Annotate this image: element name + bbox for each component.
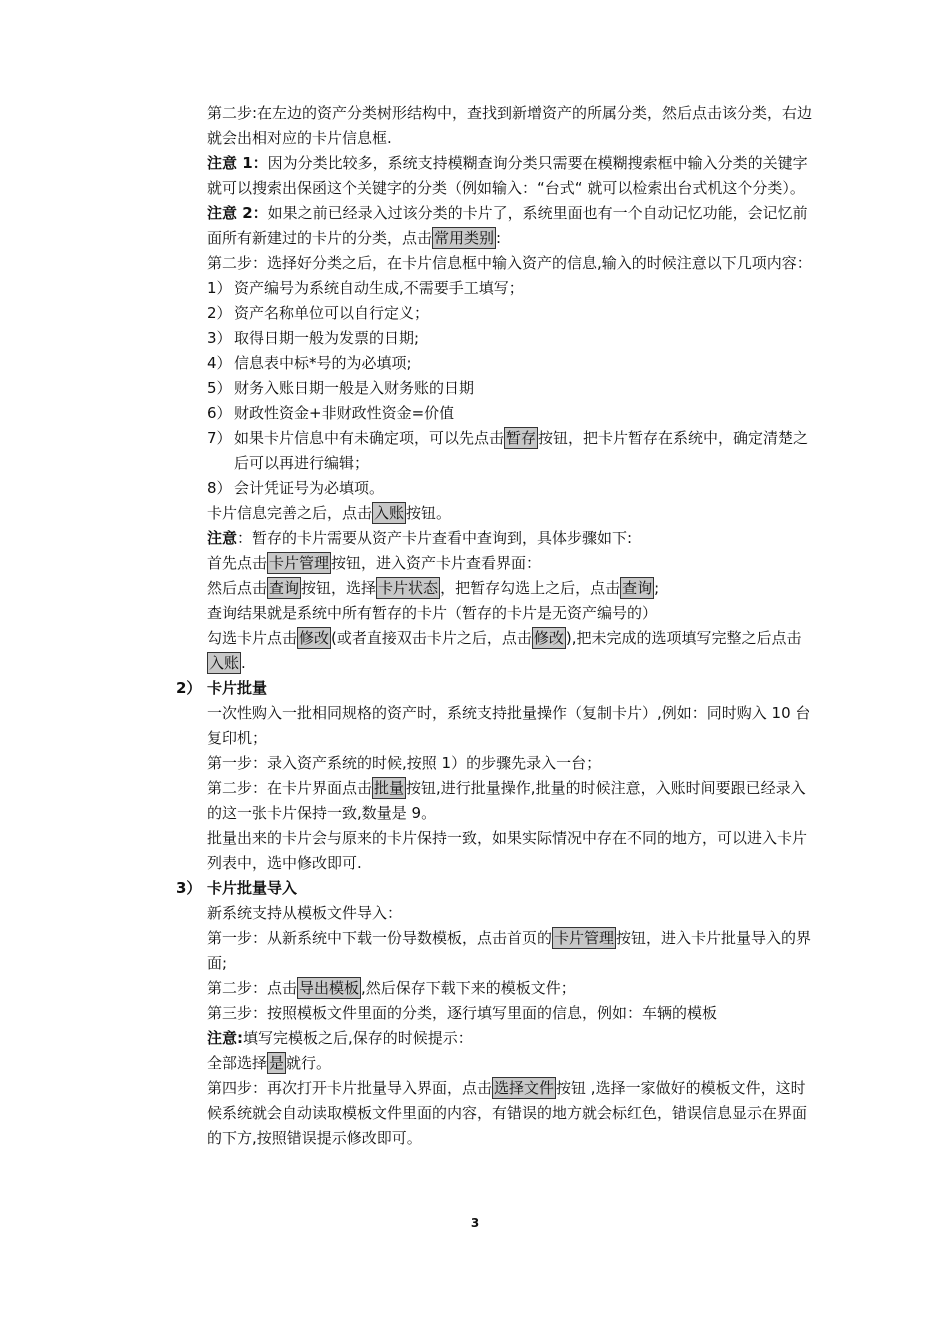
- import-step2-paragraph: [207, 976, 817, 1001]
- text: ，把暂存勾选上之后，点击: [440, 579, 621, 597]
- list-item: [207, 376, 817, 401]
- text: 第二步：在卡片界面点击: [207, 779, 373, 797]
- list-item-text: 财务入账日期一般是入财务账的日期: [234, 379, 475, 397]
- note3-text: ：暂存的卡片需要从资产卡片查看中查询到，具体步骤如下:: [237, 529, 633, 547]
- note1-paragraph: [207, 151, 817, 201]
- step2-paragraph: 第二步：选择好分类之后，在卡片信息框中输入资产的信息,输入的时候注意以下几项内容：: [207, 254, 812, 272]
- modify-paragraph: [207, 626, 817, 676]
- list-item: [207, 401, 817, 426]
- list-item-number: 6）: [207, 404, 232, 422]
- list-item-text: 资产编号为系统自动生成,不需要手工填写；: [234, 279, 524, 297]
- section-title: 卡片批量: [207, 679, 268, 697]
- text: 卡片信息完善之后，点击: [207, 504, 373, 522]
- section-title: 卡片批量导入: [207, 879, 298, 897]
- post-entry-button[interactable]: 入账: [374, 504, 405, 522]
- note3-paragraph: [207, 526, 817, 551]
- document-body: [176, 101, 817, 1151]
- note-label: 注意:: [207, 1029, 243, 1047]
- modify-button[interactable]: 修改: [299, 629, 330, 647]
- import-step1-paragraph: [207, 926, 817, 976]
- section-number: 2）: [176, 679, 202, 697]
- list-item-number: 1）: [207, 279, 232, 297]
- colon: :: [496, 229, 502, 247]
- section-heading-batch-import: [176, 876, 817, 901]
- text: 第二步：点击: [207, 979, 298, 997]
- list-item: [207, 476, 817, 501]
- list-item-text: 取得日期一般为发票的日期;: [234, 329, 420, 347]
- note1-text: 因为分类比较多，系统支持模糊查询分类只需要在模糊搜索框中输入分类的关键字就可以搜索出保函这个关键字的分类（例如输入：“台式“ 就可以检索出台式机这个分类）。: [207, 154, 808, 197]
- text: ,然后保存下载下来的模板文件；: [361, 979, 576, 997]
- list-item: [207, 301, 817, 326]
- note-text: 填写完模板之后,保存的时候提示：: [243, 1029, 473, 1047]
- import-step4-paragraph: [207, 1076, 817, 1151]
- list-item-text: 信息表中标*号的为必填项;: [234, 354, 412, 372]
- text: 全部选择: [207, 1054, 268, 1072]
- complete-paragraph: [207, 501, 817, 526]
- text: 第一步：从新系统中下载一份导数模板，点击首页的: [207, 929, 553, 947]
- text: 按钮。: [406, 504, 452, 522]
- note1-label: 注意 1：: [207, 154, 268, 172]
- text: 第四步：再次打开卡片批量导入界面，点击: [207, 1079, 493, 1097]
- note3-label: 注意: [207, 529, 238, 547]
- list-item-number: 3）: [207, 329, 232, 347]
- text: 按钮，选择: [301, 579, 377, 597]
- list-item-text: 按钮，把卡片暂存在系统中，确定清楚之后可以再进行编辑；: [234, 429, 809, 472]
- list-item-number: 7）: [207, 429, 232, 447]
- yes-button[interactable]: 是: [269, 1054, 285, 1072]
- text: .: [241, 654, 246, 672]
- card-management-button[interactable]: 卡片管理: [269, 554, 330, 572]
- text: 就行。: [286, 1054, 332, 1072]
- first-click-paragraph: [207, 551, 817, 576]
- card-status-button[interactable]: 卡片状态: [378, 579, 439, 597]
- save-draft-button[interactable]: 暂存: [506, 429, 537, 447]
- list-item: [207, 426, 817, 476]
- list-item: [207, 326, 817, 351]
- post-entry-button[interactable]: 入账: [209, 654, 240, 672]
- text: ;: [654, 579, 660, 597]
- list-item-number: 8）: [207, 479, 232, 497]
- list-item-text: 资产名称单位可以自行定义；: [234, 304, 430, 322]
- import-step3-paragraph: 第三步：按照模板文件里面的分类，逐行填写里面的信息，例如：车辆的模板: [207, 1004, 718, 1022]
- batch-step2-paragraph: [207, 776, 817, 826]
- import-intro-paragraph: 新系统支持从模板文件导入：: [207, 904, 403, 922]
- card-management-button[interactable]: 卡片管理: [554, 929, 615, 947]
- text: 按钮,进行批量操作,批量的时候注意，入账时间要跟已经录入的这一张卡片保持一致,数量是 9。: [207, 779, 806, 822]
- batch-intro-paragraph: 一次性购入一批相同规格的资产时，系统支持批量操作（复制卡片）,例如：同时购入 10 台复印机；: [207, 704, 811, 747]
- query-paragraph: [207, 576, 817, 601]
- result-paragraph: 查询结果就是系统中所有暂存的卡片（暂存的卡片是无资产编号的）: [207, 604, 658, 622]
- text: 首先点击: [207, 554, 268, 572]
- list-item-number: 4）: [207, 354, 232, 372]
- modify-button[interactable]: 修改: [533, 629, 564, 647]
- select-file-button[interactable]: 选择文件: [494, 1079, 555, 1097]
- text: (或者直接双击卡片之后，点击: [331, 629, 532, 647]
- export-template-button[interactable]: 导出模板: [299, 979, 360, 997]
- text: 按钮 ,选择一家做好的模板文件，这时候系统就会自动读取模板文件里面的内容，有错误的地方就会标红色，错误信息显示在界面的下方,按照错误提示修改即可。: [207, 1079, 808, 1147]
- section-heading-batch: [176, 676, 817, 701]
- text: 按钮，进入卡片批量导入的界面;: [207, 929, 812, 972]
- text: 勾选卡片点击: [207, 629, 298, 647]
- list-item: [207, 351, 817, 376]
- query-button[interactable]: 查询: [622, 579, 653, 597]
- step1-paragraph: 第二步:在左边的资产分类树形结构中，查找到新增资产的所属分类，然后点击该分类，右边就会出相对应的卡片信息框.: [207, 104, 813, 147]
- note2-text: 如果之前已经录入过该分类的卡片了，系统里面也有一个自动记忆功能，会记忆前面所有新建过的卡片的分类，点击: [207, 204, 808, 247]
- common-category-button[interactable]: 常用类别: [434, 229, 495, 247]
- list-item: [207, 276, 817, 301]
- batch-result-paragraph: 批量出来的卡片会与原来的卡片保持一致，如果实际情况中存在不同的地方，可以进入卡片列表中，选中修改即可.: [207, 829, 808, 872]
- text: 然后点击: [207, 579, 268, 597]
- batch-step1-paragraph: 第一步：录入资产系统的时候,按照 1）的步骤先录入一台；: [207, 754, 602, 772]
- select-yes-paragraph: [207, 1051, 817, 1076]
- query-button[interactable]: 查询: [269, 579, 300, 597]
- import-note-paragraph: [207, 1026, 817, 1051]
- page-number: 3: [470, 1216, 480, 1230]
- list-item-text: 如果卡片信息中有未确定项，可以先点击: [234, 429, 505, 447]
- note2-paragraph: [207, 201, 817, 251]
- list-item-number: 2）: [207, 304, 232, 322]
- text: ),把未完成的选项填写完整之后点击: [565, 629, 802, 647]
- batch-button[interactable]: 批量: [374, 779, 405, 797]
- list-item-text: 财政性资金+非财政性资金=价值: [234, 404, 455, 422]
- list-item-number: 5）: [207, 379, 232, 397]
- note2-label: 注意 2：: [207, 204, 268, 222]
- list-item-text: 会计凭证号为必填项。: [234, 479, 385, 497]
- section-number: 3）: [176, 879, 202, 897]
- text: 按钮，进入资产卡片查看界面：: [331, 554, 542, 572]
